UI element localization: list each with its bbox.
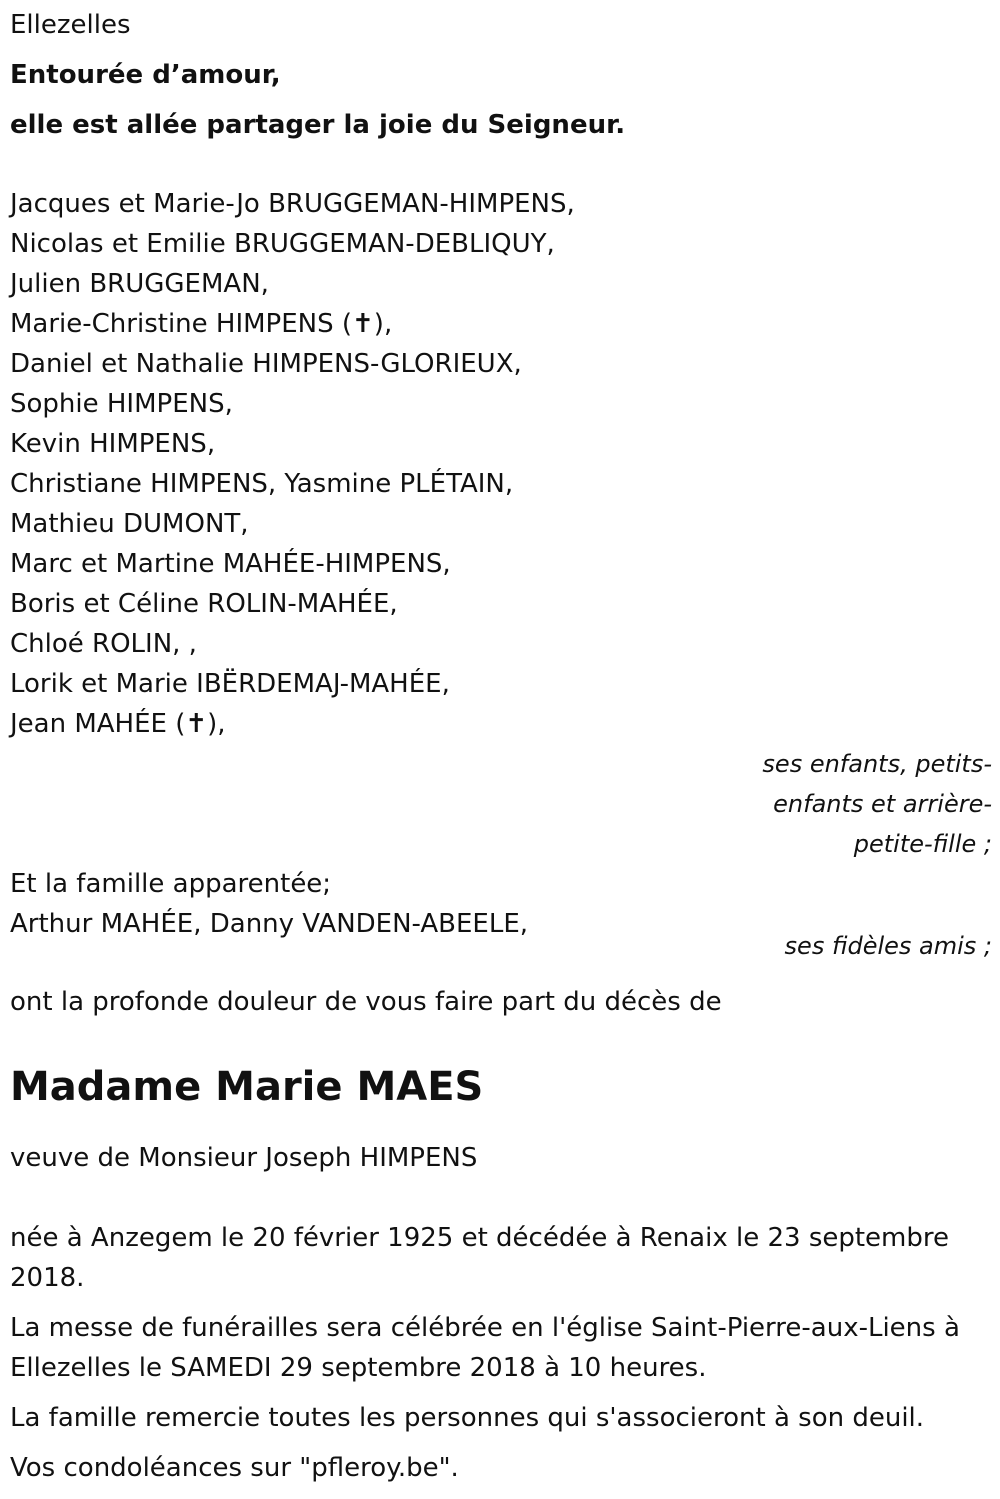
birth-death-info: née à Anzegem le 20 février 1925 et décédée à Renaix le 23 septembre 2018.	[10, 1223, 949, 1293]
family-member: Marie-Christine HIMPENS (✝),	[10, 309, 393, 339]
family-member: Daniel et Nathalie HIMPENS-GLORIEUX,	[10, 349, 522, 379]
family-member: Chloé ROLIN, ,	[10, 629, 197, 659]
family-member: Mathieu DUMONT,	[10, 509, 249, 539]
motto-line-2: elle est allée partager la joie du Seigneur.	[10, 110, 626, 140]
family-list	[10, 184, 992, 744]
thanks-message: La famille remercie toutes les personnes qui s'associeront à son deuil.	[10, 1403, 925, 1433]
place-name: Ellezelles	[10, 10, 131, 40]
relatives-intro: Et la famille apparentée;	[10, 869, 332, 899]
family-member: Jacques et Marie-Jo BRUGGEMAN-HIMPENS,	[10, 189, 575, 219]
family-member: Lorik et Marie IBËRDEMAJ-MAHÉE,	[10, 669, 450, 699]
family-member: Boris et Céline ROLIN-MAHÉE,	[10, 589, 398, 619]
friends-label: ses fidèles amis ;	[784, 932, 992, 960]
family-member: Julien BRUGGEMAN,	[10, 269, 269, 299]
family-member: Marc et Martine MAHÉE-HIMPENS,	[10, 549, 451, 579]
children-label	[10, 744, 992, 864]
family-member: Nicolas et Emilie BRUGGEMAN-DEBLIQUY,	[10, 229, 555, 259]
children-label-line-1: ses enfants, petits-	[762, 750, 992, 778]
announcement: ont la profonde douleur de vous faire part du décès de	[10, 987, 722, 1017]
children-label-line-3: petite-fille ;	[853, 830, 992, 858]
motto-line-1: Entourée d’amour,	[10, 60, 281, 90]
family-member: Jean MAHÉE (✝),	[10, 709, 226, 739]
widow-of: veuve de Monsieur Joseph HIMPENS	[10, 1143, 478, 1173]
funeral-info: La messe de funérailles sera célébrée en l'église Saint-Pierre-aux-Liens à Ellezelles le SAMEDI 29 septembre 2018 à 10 heures.	[10, 1313, 960, 1383]
deceased-name: Madame Marie MAES	[10, 1064, 484, 1110]
children-label-line-2: enfants et arrière-	[773, 790, 992, 818]
family-member: Kevin HIMPENS,	[10, 429, 216, 459]
obituary-notice	[10, 5, 992, 1488]
family-member: Christiane HIMPENS, Yasmine PLÉTAIN,	[10, 469, 514, 499]
friends-names: Arthur MAHÉE, Danny VANDEN-ABEELE,	[10, 909, 529, 939]
family-member: Sophie HIMPENS,	[10, 389, 233, 419]
condolences-info: Vos condoléances sur "pfleroy.be".	[10, 1453, 459, 1483]
